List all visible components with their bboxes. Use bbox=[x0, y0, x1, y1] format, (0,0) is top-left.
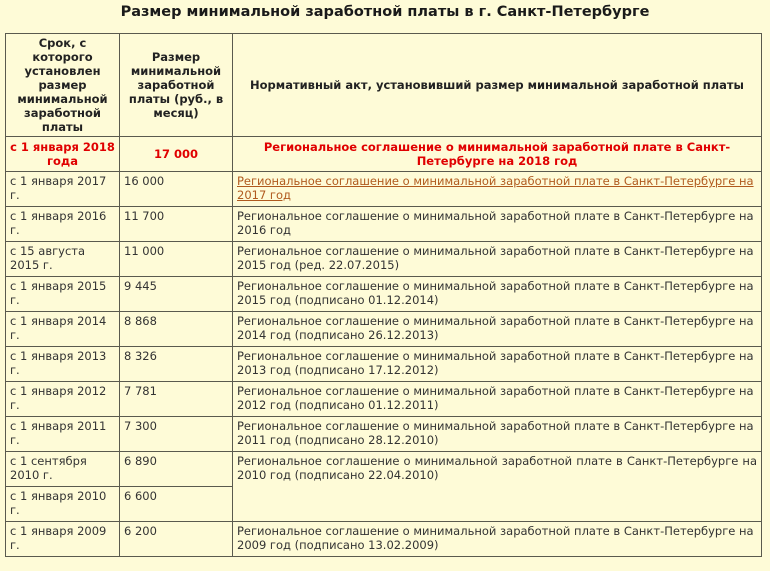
table-row bbox=[6, 172, 762, 207]
row-amount: 9 445 bbox=[120, 277, 233, 312]
row-amount: 6 890 bbox=[120, 452, 233, 487]
header-date: Срок, с которого установлен размер минимальной заработной платы bbox=[6, 34, 120, 137]
row-act: Региональное соглашение о минимальной заработной плате в Санкт-Петербурге на 2011 год (подписано 28.12.2010) bbox=[233, 417, 762, 452]
table-row bbox=[6, 312, 762, 347]
row-amount: 8 326 bbox=[120, 347, 233, 382]
row-amount: 7 781 bbox=[120, 382, 233, 417]
row-act: Региональное соглашение о минимальной заработной плате в Санкт-Петербурге на 2013 год (подписано 17.12.2012) bbox=[233, 347, 762, 382]
header-amount: Размер минимальной заработной платы (руб., в месяц) bbox=[120, 34, 233, 137]
row-date: с 1 января 2010 г. bbox=[6, 487, 120, 522]
row-act: Региональное соглашение о минимальной заработной плате в Санкт-Петербурге на 2015 год (подписано 01.12.2014) bbox=[233, 277, 762, 312]
min-wage-table bbox=[5, 33, 762, 557]
row-act: Региональное соглашение о минимальной заработной плате в Санкт-Петербурге на 2012 год (подписано 01.12.2011) bbox=[233, 382, 762, 417]
row-date: с 1 января 2017 г. bbox=[6, 172, 120, 207]
row-date: с 1 января 2009 г. bbox=[6, 522, 120, 557]
row-act: Региональное соглашение о минимальной заработной плате в Санкт-Петербурге на 2016 год bbox=[233, 207, 762, 242]
act-2017-link[interactable]: Региональное соглашение о минимальной заработной плате в Санкт-Петербурге на 2017 год bbox=[237, 174, 754, 202]
row-act: Региональное соглашение о минимальной заработной плате в Санкт-Петербурге на 2009 год (подписано 13.02.2009) bbox=[233, 522, 762, 557]
row-date: с 1 января 2012 г. bbox=[6, 382, 120, 417]
row-date: с 1 января 2011 г. bbox=[6, 417, 120, 452]
row-amount: 16 000 bbox=[120, 172, 233, 207]
row-amount: 7 300 bbox=[120, 417, 233, 452]
table-row bbox=[6, 382, 762, 417]
row-amount: 6 200 bbox=[120, 522, 233, 557]
row-date: с 15 августа 2015 г. bbox=[6, 242, 120, 277]
row-date: с 1 января 2015 г. bbox=[6, 277, 120, 312]
row-amount: 8 868 bbox=[120, 312, 233, 347]
table-row bbox=[6, 277, 762, 312]
row-act: Региональное соглашение о минимальной заработной плате в Санкт-Петербурге на 2010 год (подписано 22.04.2010) bbox=[233, 452, 762, 522]
table-header-row bbox=[6, 34, 762, 137]
row-date: с 1 января 2016 г. bbox=[6, 207, 120, 242]
row-act: Региональное соглашение о минимальной заработной плате в Санкт-Петербурге на 2015 год (ред. 22.07.2015) bbox=[233, 242, 762, 277]
table-row-highlight bbox=[6, 137, 762, 172]
table-row bbox=[6, 347, 762, 382]
row-date: с 1 января 2013 г. bbox=[6, 347, 120, 382]
row-act bbox=[233, 172, 762, 207]
table-row bbox=[6, 207, 762, 242]
row-date: с 1 января 2014 г. bbox=[6, 312, 120, 347]
table-row bbox=[6, 417, 762, 452]
row-act: Региональное соглашение о минимальной заработной плате в Санкт-Петербурге на 2014 год (подписано 26.12.2013) bbox=[233, 312, 762, 347]
row-amount: 11 700 bbox=[120, 207, 233, 242]
highlight-act: Региональное соглашение о минимальной заработной плате в Санкт-Петербурге на 2018 год bbox=[233, 137, 762, 172]
table-row bbox=[6, 242, 762, 277]
row-amount: 6 600 bbox=[120, 487, 233, 522]
page-title: Размер минимальной заработной платы в г. Санкт-Петербурге bbox=[120, 4, 650, 20]
highlight-date: с 1 января 2018 года bbox=[6, 137, 120, 172]
highlight-amount: 17 000 bbox=[120, 137, 233, 172]
header-act: Нормативный акт, установивший размер минимальной заработной платы bbox=[233, 34, 762, 137]
table-row bbox=[6, 452, 762, 487]
row-date: с 1 сентября 2010 г. bbox=[6, 452, 120, 487]
table-row bbox=[6, 522, 762, 557]
row-amount: 11 000 bbox=[120, 242, 233, 277]
